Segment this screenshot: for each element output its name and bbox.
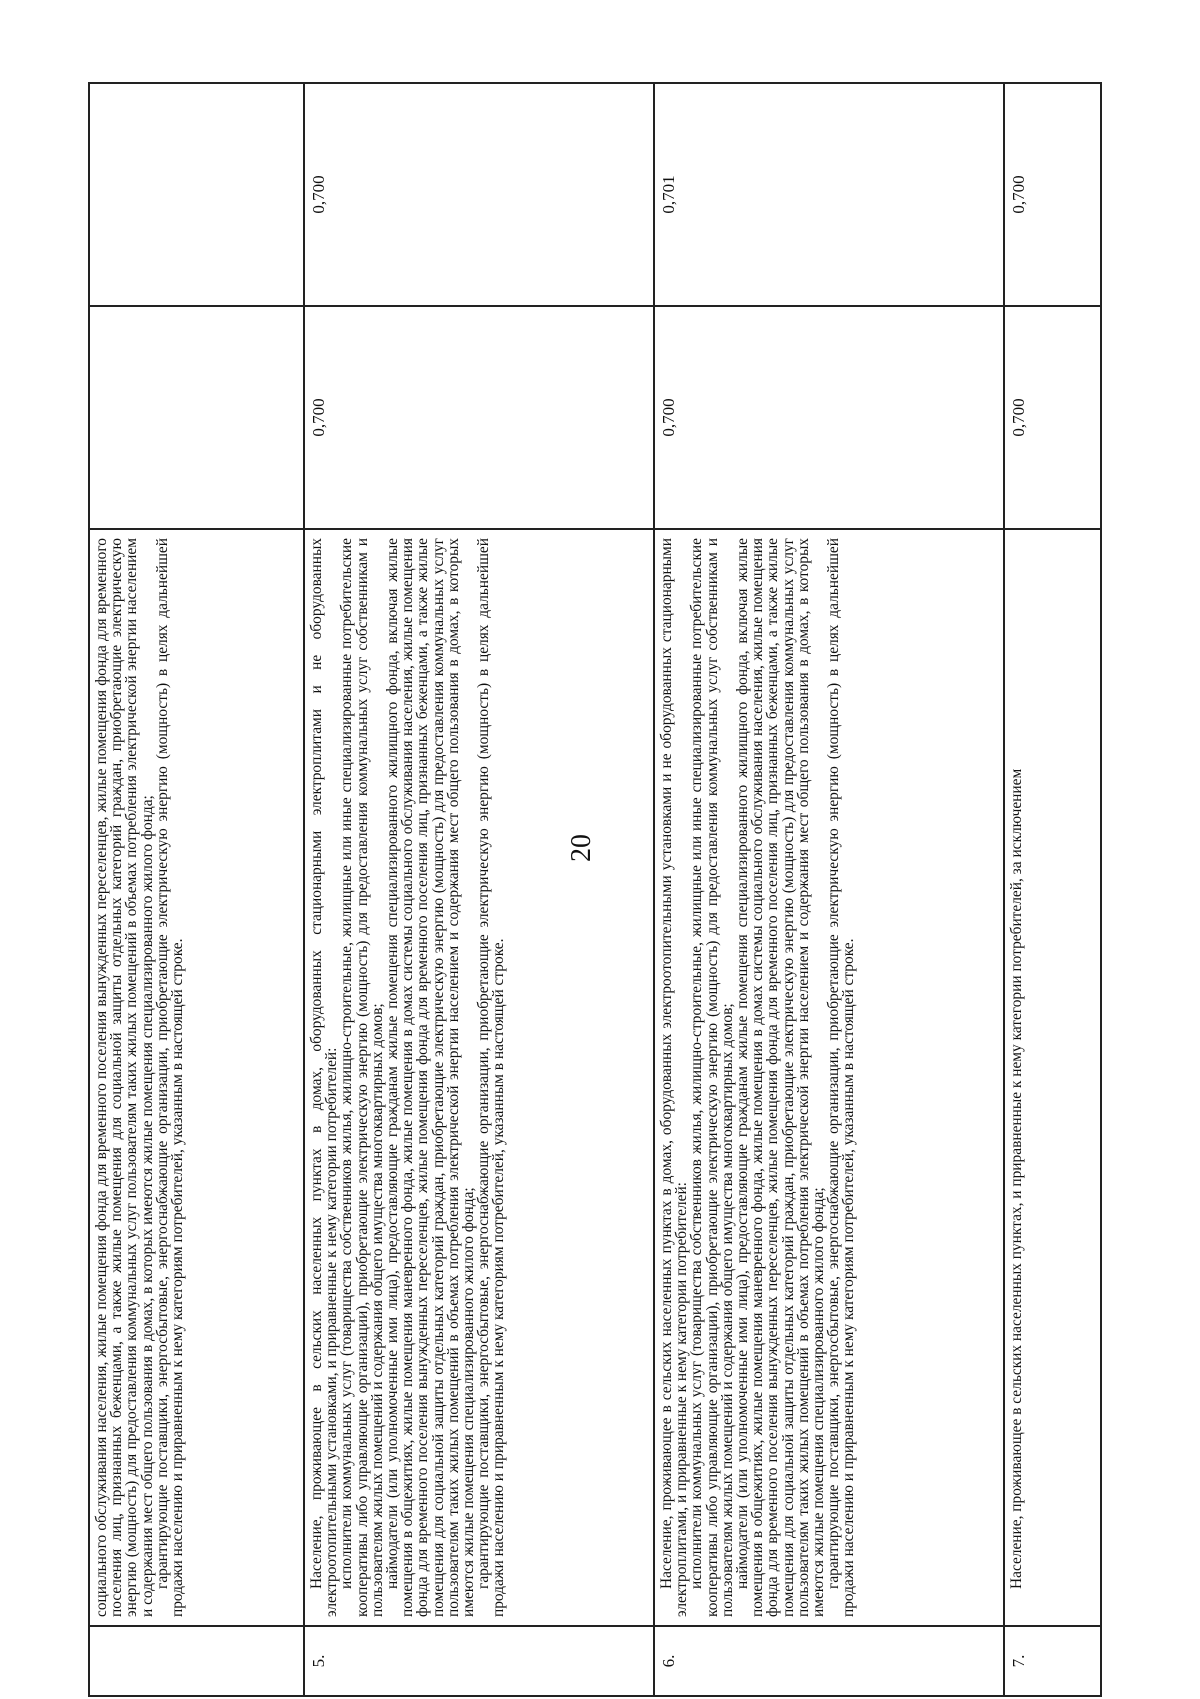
paragraph: гарантирующие поставщики, энергосбытовые, энергоснабжающие организации, приобретающие электрическую энергию (мощность) в целях дальнейшей продажи населению и приравненным к нему категориям потребителей, указанным в настоящей строке. bbox=[475, 538, 508, 1617]
row-number: 5. bbox=[304, 1626, 654, 1696]
tariff-table bbox=[88, 82, 1102, 1697]
value-first-half: 0,700 bbox=[654, 306, 1004, 529]
rotated-table-wrapper bbox=[88, 84, 1100, 1697]
value-second-half bbox=[89, 83, 304, 306]
row-description bbox=[654, 529, 1004, 1626]
paragraph: исполнители коммунальных услуг (товарищества собственников жилья, жилищно-строительные, жилищные или иные специализированные потребительские кооперативы либо управляющие организации), приобретающие электрическую энергию (мощность) для предоставления коммунальных услуг собственникам и пользователям жилых помещений и содержания общего имущества многоквартирных домов; bbox=[338, 538, 386, 1617]
page-number: 20 bbox=[566, 834, 597, 862]
row-description bbox=[89, 529, 304, 1626]
paragraph: гарантирующие поставщики, энергосбытовые, энергоснабжающие организации, приобретающие электрическую энергию (мощность) в целях дальнейшей продажи населению и приравненным к нему категориям потребителей, указанным в настоящей строке. bbox=[825, 538, 858, 1617]
value-second-half: 0,700 bbox=[1004, 83, 1101, 306]
value-first-half: 0,700 bbox=[1004, 306, 1101, 529]
paragraph: социального обслуживания населения, жилые помещения фонда для временного поселения вынужденных переселенцев, жилые помещения фонда для временного поселения лиц, признанных беженцами, а также жилые помещения для социальной защиты отдельных категорий граждан, приобретающие электрическую энергию (мощность) для предоставления коммунальных услуг пользователям таких жилых помещений в объемах потребления электрической энергии населением и содержания мест общего пользования в домах, в которых имеются жилые помещения специализированного жилого фонда; bbox=[93, 538, 156, 1617]
value-first-half: 0,700 bbox=[304, 306, 654, 529]
row-number bbox=[89, 1626, 304, 1696]
value-second-half: 0,701 bbox=[654, 83, 1004, 306]
table-row bbox=[1004, 83, 1101, 1696]
row-description bbox=[304, 529, 654, 1626]
table-row bbox=[304, 83, 654, 1696]
value-first-half bbox=[89, 306, 304, 529]
row-number: 6. bbox=[654, 1626, 1004, 1696]
table-row bbox=[89, 83, 304, 1696]
paragraph: гарантирующие поставщики, энергосбытовые, энергоснабжающие организации, приобретающие электрическую энергию (мощность) в целях дальнейшей продажи населению и приравненным к нему категориям потребителей, указанным в настоящей строке. bbox=[153, 538, 187, 1617]
paragraph: Население, проживающее в сельских населенных пунктах в домах, оборудованных стационарными электроплитами и не оборудованных электроотопительными установками, и приравненные к нему категории потребителей: bbox=[308, 538, 341, 1617]
paragraph: Население, проживающее в сельских населенных пунктах в домах, оборудованных электроотопительными установками и не оборудованных стационарными электроплитами, и приравненные к нему категории потребителей: bbox=[658, 538, 691, 1617]
paragraph: наймодатели (или уполномоченные ими лица), предоставляющие гражданам жилые помещения специализированного жилищного фонда, включая жилые помещения в общежитиях, жилые помещения маневренного фонда, жилые помещения в домах системы социального обслуживания населения, жилые помещения фонда для временного поселения вынужденных переселенцев, жилые помещения фонда для временного поселения лиц, признанных беженцами, а также жилые помещения для социальной защиты отдельных категорий граждан, приобретающие электрическую энергию (мощность) для предоставления коммунальных услуг пользователям таких жилых помещений в объемах потребления электрической энергии населением и содержания мест общего пользования в домах, в которых имеются жилые помещения специализированного жилого фонда; bbox=[384, 538, 478, 1617]
table-row bbox=[654, 83, 1004, 1696]
paragraph: исполнители коммунальных услуг (товарищества собственников жилья, жилищно-строительные, жилищные или иные специализированные потребительские кооперативы либо управляющие организации), приобретающие электрическую энергию (мощность) для предоставления коммунальных услуг собственникам и пользователям жилых помещений и содержания общего имущества многоквартирных домов; bbox=[688, 538, 736, 1617]
paragraph: наймодатели (или уполномоченные ими лица), предоставляющие гражданам жилые помещения специализированного жилищного фонда, включая жилые помещения в общежитиях, жилые помещения маневренного фонда, жилые помещения в домах системы социального обслуживания населения, жилые помещения фонда для временного поселения вынужденных переселенцев, жилые помещения фонда для временного поселения лиц, признанных беженцами, а также жилые помещения для социальной защиты отдельных категорий граждан, приобретающие электрическую энергию (мощность) для предоставления коммунальных услуг пользователям таких жилых помещений в объемах потребления электрической энергии населением и содержания мест общего пользования в домах, в которых имеются жилые помещения специализированного жилого фонда; bbox=[734, 538, 828, 1617]
row-number: 7. bbox=[1004, 1626, 1101, 1696]
row-description bbox=[1004, 529, 1101, 1626]
value-second-half: 0,700 bbox=[304, 83, 654, 306]
paragraph: Население, проживающее в сельских населенных пунктах, и приравненные к нему категории потребителей, за исключением bbox=[1008, 768, 1025, 1589]
